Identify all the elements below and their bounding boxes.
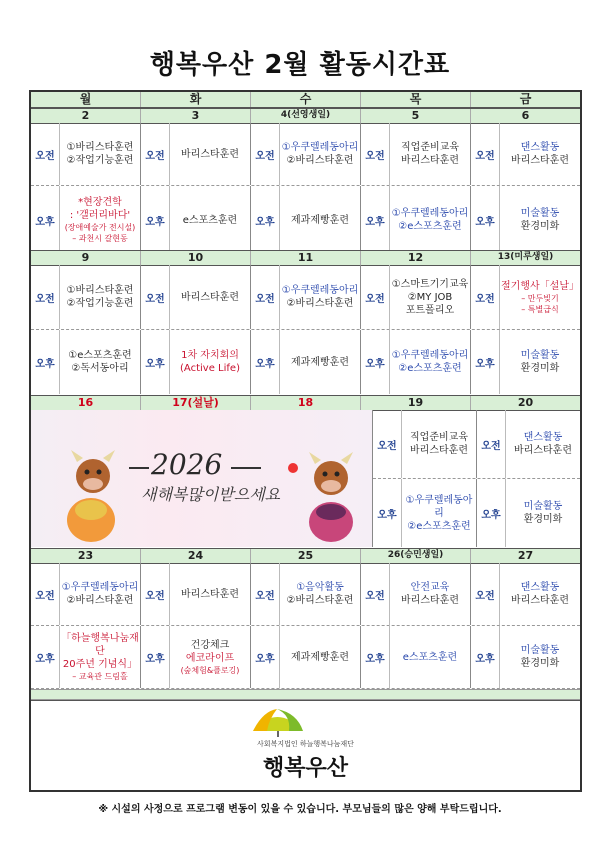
activity: 미술활동 환경미화 <box>520 208 560 232</box>
pm-label: 오후 <box>471 626 500 688</box>
week1-am-row <box>31 123 580 186</box>
activity: 직업준비교육 바리스타훈련 <box>410 432 468 456</box>
activity: 바리스타훈련 <box>181 588 239 600</box>
pm-label: 오후 <box>471 330 500 394</box>
date-cell: 4(선영생일) <box>251 109 361 123</box>
cow-right-icon <box>288 452 353 542</box>
bottom-separator <box>31 689 580 700</box>
activity: 미술활동 환경미화 <box>523 501 563 525</box>
weekday-thu: 목 <box>361 92 471 107</box>
pm-label: 오후 <box>361 330 390 394</box>
week4-pm-row <box>31 626 580 689</box>
pm-label: 오후 <box>31 330 60 394</box>
page-title: 행복우산 2월 활동시간표 <box>149 50 451 80</box>
weekday-header <box>31 92 580 108</box>
date-cell: 6 <box>521 109 530 122</box>
am-label: 오전 <box>251 563 280 625</box>
am-label: 오전 <box>361 123 390 185</box>
week1-dates <box>31 108 580 124</box>
pm-label: 오후 <box>251 330 280 394</box>
am-label: 오전 <box>251 123 280 185</box>
am-label: 오전 <box>31 563 60 625</box>
activity: 댄스활동 바리스타훈련 <box>514 432 572 456</box>
am-label: 오전 <box>471 265 500 329</box>
date-cell: 12 <box>361 251 471 265</box>
date-cell: 9 <box>31 251 141 265</box>
activity: e스포츠훈련 <box>182 214 238 226</box>
am-label: 오전 <box>251 265 280 329</box>
week3-dates <box>31 395 580 411</box>
am-label: 오전 <box>471 563 500 625</box>
am-label: 오전 <box>361 265 390 329</box>
schedule-table <box>29 90 582 792</box>
pm-label: 오후 <box>251 626 280 688</box>
week4-dates <box>31 548 580 564</box>
week3-activities <box>373 410 580 547</box>
activity: 댄스활동 바리스타훈련 <box>511 142 569 166</box>
am-label: 오전 <box>141 563 170 625</box>
weekday-tue: 화 <box>141 92 251 107</box>
week2-pm-row <box>31 330 580 394</box>
date-cell: 3 <box>141 109 251 123</box>
activity: ①음악활동 ②바리스타훈련 <box>286 582 354 606</box>
weekday-wed: 수 <box>251 92 361 107</box>
activity: 바리스타훈련 <box>181 291 239 303</box>
footnote: ※ 시설의 사정으로 프로그램 변동이 있을 수 있습니다. 부모님들의 많은 양해 부탁드립니다. <box>98 804 502 815</box>
activity: e스포츠훈련 <box>402 651 458 663</box>
activity: ①우쿠렐레동아리 ②e스포츠훈련 <box>391 350 469 374</box>
activity: 건강체크 에코라이프 (숲체험&플로깅) <box>180 639 240 675</box>
activity: ①바리스타훈련 ②작업기능훈련 <box>66 285 134 309</box>
activity: 미술활동 환경미화 <box>520 645 560 669</box>
activity: ①우쿠렐레동아리 ②바리스타훈련 <box>281 285 359 309</box>
pm-label: 오후 <box>141 330 170 394</box>
date-cell: 20 <box>517 396 534 409</box>
date-cell: 16 <box>31 396 141 410</box>
activity: 제과제빵훈련 <box>291 356 349 368</box>
date-cell: 10 <box>141 251 251 265</box>
am-label: 오전 <box>141 265 170 329</box>
new-year-illustration <box>31 410 372 547</box>
pm-label: 오후 <box>361 186 390 254</box>
am-label: 오전 <box>471 123 500 185</box>
week2-am-row <box>31 265 580 330</box>
new-year-banner <box>31 410 373 547</box>
am-label: 오전 <box>361 563 390 625</box>
activity: 바리스타훈련 <box>181 148 239 160</box>
activity: 「하늘행복나눔재단 20주년 기념식」 – 교육관 드림홀 <box>61 633 139 681</box>
activity: ①우쿠렐레동아리 ②e스포츠훈련 <box>391 208 469 232</box>
banner-year: 2026 <box>151 448 223 481</box>
activity: ①우쿠렐레동아리 ②e스포츠훈련 <box>405 494 473 532</box>
activity: 직업준비교육 바리스타훈련 <box>401 142 459 166</box>
activity: 댄스활동 바리스타훈련 <box>511 582 569 606</box>
weekday-fri: 금 <box>519 92 532 106</box>
am-label: 오전 <box>373 410 402 478</box>
week1-pm-row <box>31 186 580 254</box>
pm-label: 오후 <box>251 186 280 254</box>
date-cell: 17(설날) <box>141 396 251 410</box>
activity: ①우쿠렐레동아리 ②바리스타훈련 <box>61 582 139 606</box>
pm-label: 오후 <box>477 479 506 547</box>
activity: 안전교육 바리스타훈련 <box>401 582 459 606</box>
activity: 제과제빵훈련 <box>291 214 349 226</box>
pm-label: 오후 <box>141 626 170 688</box>
pm-label: 오후 <box>31 186 60 254</box>
date-cell: 23 <box>31 549 141 563</box>
pm-label: 오후 <box>361 626 390 688</box>
date-cell: 13(미루생일) <box>497 252 554 262</box>
week3-pm-row <box>373 479 580 547</box>
week4-am-row <box>31 563 580 626</box>
date-cell: 11 <box>251 251 361 265</box>
date-cell: 25 <box>251 549 361 563</box>
date-cell: 18 <box>251 396 361 410</box>
am-label: 오전 <box>477 410 506 478</box>
activity: ①스마트기기교육 ②MY JOB 포트폴리오 <box>391 278 469 316</box>
date-cell: 27 <box>517 549 534 562</box>
activity: 미술활동 환경미화 <box>520 350 560 374</box>
date-cell: 2 <box>31 109 141 123</box>
am-label: 오전 <box>31 265 60 329</box>
activity: 제과제빵훈련 <box>291 651 349 663</box>
pm-label: 오후 <box>31 626 60 688</box>
date-cell: 5 <box>361 109 471 123</box>
pm-label: 오후 <box>141 186 170 254</box>
activity: ①우쿠렐레동아리 ②바리스타훈련 <box>281 142 359 166</box>
week3-am-row <box>373 410 580 479</box>
week2-dates <box>31 250 580 266</box>
cow-left-icon <box>67 450 115 542</box>
am-label: 오전 <box>141 123 170 185</box>
logo-area <box>31 700 580 791</box>
pm-label: 오후 <box>373 479 402 547</box>
activity: *현장견학 : '갤러리바다' (장애예술가 전시설) – 과천시 갈현동 <box>64 197 136 243</box>
activity: ①e스포츠훈련 ②독서동아리 <box>68 350 132 374</box>
date-cell: 24 <box>141 549 251 563</box>
banner-greeting: 새해복많이받으세요 <box>141 485 281 504</box>
logo-org: 사회복지법인 하늘행복나눔재단 <box>257 740 354 748</box>
date-cell: 26(승민생일) <box>361 549 471 563</box>
date-cell: 19 <box>361 396 471 410</box>
activity: 1차 자치회의 (Active Life) <box>180 350 240 374</box>
activity: ①바리스타훈련 ②작업기능훈련 <box>66 142 134 166</box>
am-label: 오전 <box>31 123 60 185</box>
activity: 절기행사「설날」 – 만두빚기 – 특별급식 <box>501 280 579 314</box>
pm-label: 오후 <box>471 186 500 254</box>
logo-name: 행복우산 <box>262 756 348 781</box>
weekday-mon: 월 <box>31 92 141 107</box>
